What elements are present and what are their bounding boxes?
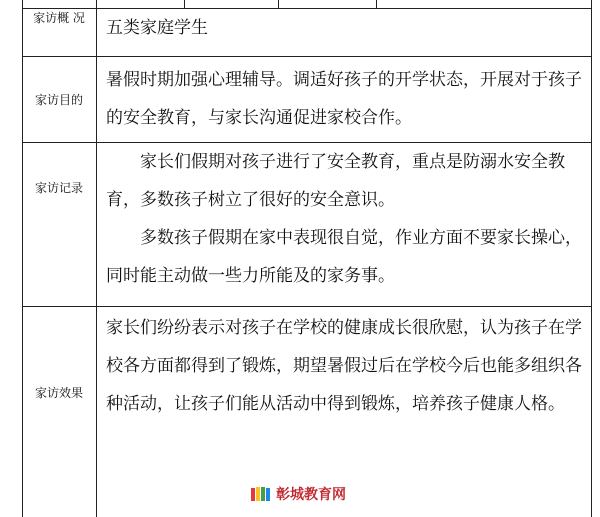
paragraph: 五类家庭学生 [106,18,208,38]
row-content-record [106,143,584,295]
row-divider [22,306,592,307]
cell-divider [376,0,377,8]
row-divider [22,56,592,57]
row-label-record: 家访记录 [34,180,83,195]
watermark-text: 彰城教育网 [276,487,346,503]
cell-divider [184,0,185,8]
row-content-overview [106,9,586,47]
paragraph: 多数孩子假期在家中表现很自觉，作业方面不要家长操心，同时能主动做一些力所能及的家务事。 [106,228,582,286]
book-icon [250,485,272,503]
paragraph: 家长们纷纷表示对孩子在学校的健康成长很欣慰，认为孩子在学校各方面都得到了锻炼，期望暑假过后在学校今后也能多组织各种活动，让孩子们能从活动中得到锻炼，培养孩子健康人格。 [106,318,582,414]
row-label-overview: 家访概 况 [33,10,85,25]
table-border-right [591,0,592,517]
row-label-purpose: 家访目的 [34,93,83,107]
paragraph: 暑假时期加强心理辅导。调适好孩子的开学状态，开展对于孩子的安全教育，与家长沟通促进家校合作。 [106,70,582,128]
cell-divider [278,0,279,8]
row-content-purpose [106,61,584,137]
row-label-effect: 家访效果 [34,385,83,400]
row-content-effect [106,309,584,423]
paragraph: 家长们假期对孩子进行了安全教育，重点是防溺水安全教育，多数孩子树立了很好的安全意识。 [106,152,565,210]
watermark-logo [250,484,346,504]
column-divider [96,0,97,517]
home-visit-table [22,0,592,517]
